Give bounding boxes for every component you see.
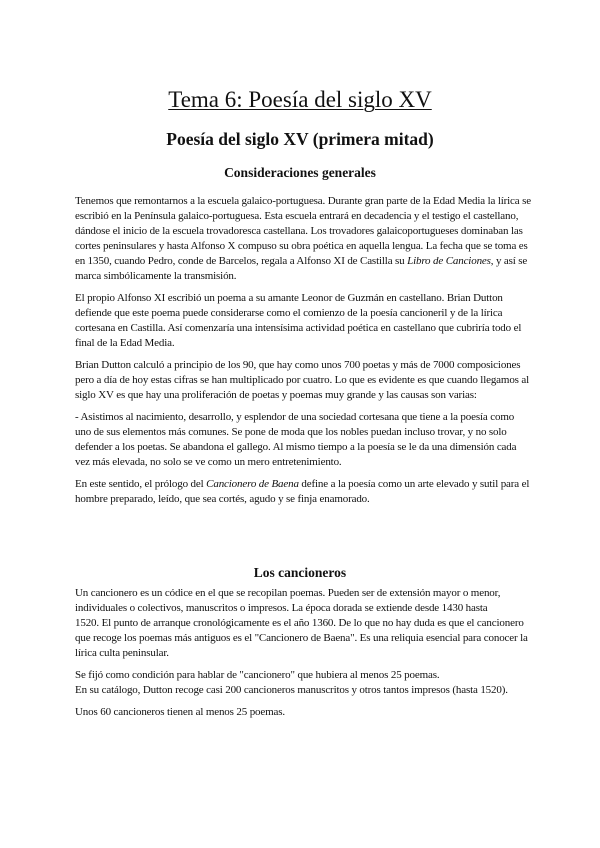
section-body-consideraciones [75, 194, 531, 514]
paragraph-text: En este sentido, el prólogo del [75, 478, 207, 490]
paragraph-text: Tenemos que remontarnos a la escuela galaico-portuguesa. Durante gran parte de la Edad Media la lírica se escribió en la Península galaico-portuguesa. Esta escuela entrará en decadencia y el testigo el castellano, dándose el inicio de la escuela trovadoresca castellana. Los trovadores galaicoportugueses dominaban las cortes peninsulares y hasta Alfonso X compuso su obra poética en aquella lengua. La fecha que se toma es en 1350, cuando Pedro, conde de Barcelos, regala a Alfonso XI de Castilla su [75, 195, 531, 267]
paragraph-line: Se fijó como condición para hablar de "cancionero" que hubiera al menos 25 poemas. [75, 669, 440, 681]
paragraph: Unos 60 cancioneros tienen al menos 25 poemas. [75, 706, 285, 718]
paragraph-text: define a la poesía como un arte elevado y sutil para el hombre preparado, leído, que sea cortés, agudo y se finja enamorado. [75, 478, 530, 505]
paragraph [75, 477, 531, 507]
paragraph-line: En su catálogo, Dutton recoge casi 200 cancioneros manuscritos y otros tantos impresos (hasta 1520). [75, 684, 508, 696]
paragraph-line: 1520. El punto de arranque cronológicamente es el año 1360. De lo que no hay duda es que el cancionero que recoge los poemas más antiguos es el "Cancionero de Baena". Es una reliquia esencial para conocer la lírica culta peninsular. [75, 617, 528, 659]
paragraph: Brian Dutton calculó a principio de los 90, que hay como unos 700 poetas y más de 7000 composiciones pero a día de hoy estas cifras se han multiplicado por cuatro. Lo que es evidente es que cuando llegamos al siglo XV es que hay una proliferación de poetas y poemas muy grande y las causas son varias: [75, 359, 530, 401]
book-title: Libro de Canciones [407, 255, 491, 267]
page-title: Tema 6: Poesía del siglo XV [168, 87, 432, 112]
section-heading-cancioneros: Los cancioneros [253, 565, 347, 580]
paragraph: - Asistimos al nacimiento, desarrollo, y esplendor de una sociedad cortesana que tiene a la poesía como uno de sus elementos más comunes. Se pone de moda que los nobles puedan incluso trovar, y no solo defender a los poetas. Se abandona el gallego. Al mismo tiempo a la poesía se le da una dimensión cada vez más elevada, no solo se ve como un mero entretenimiento. [75, 411, 517, 468]
paragraph [75, 668, 531, 698]
paragraph-text: , y así se marca simbólicamente la transmisión. [75, 255, 528, 282]
paragraph: El propio Alfonso XI escribió un poema a su amante Leonor de Guzmán en castellano. Brian Dutton defiende que este poema puede considerarse como el comienzo de la poesía cancioneril y de la lírica cortesana en Castilla. Así comenzaría una intensísima actividad poética en castellano que cubriría todo el final de la Edad Media. [75, 292, 522, 349]
section-body-cancioneros [75, 586, 531, 727]
section-heading-consideraciones: Consideraciones generales [224, 165, 376, 180]
paragraph [75, 194, 531, 284]
paragraph [75, 586, 531, 661]
paragraph-line: Un cancionero es un códice en el que se recopilan poemas. Pueden ser de extensión mayor o menor, individuales o colectivos, manuscritos o impresos. La época dorada se extiende desde 1430 hasta [75, 587, 501, 614]
book-title: Cancionero de Baena [206, 478, 299, 490]
page-subtitle: Poesía del siglo XV (primera mitad) [166, 129, 434, 149]
